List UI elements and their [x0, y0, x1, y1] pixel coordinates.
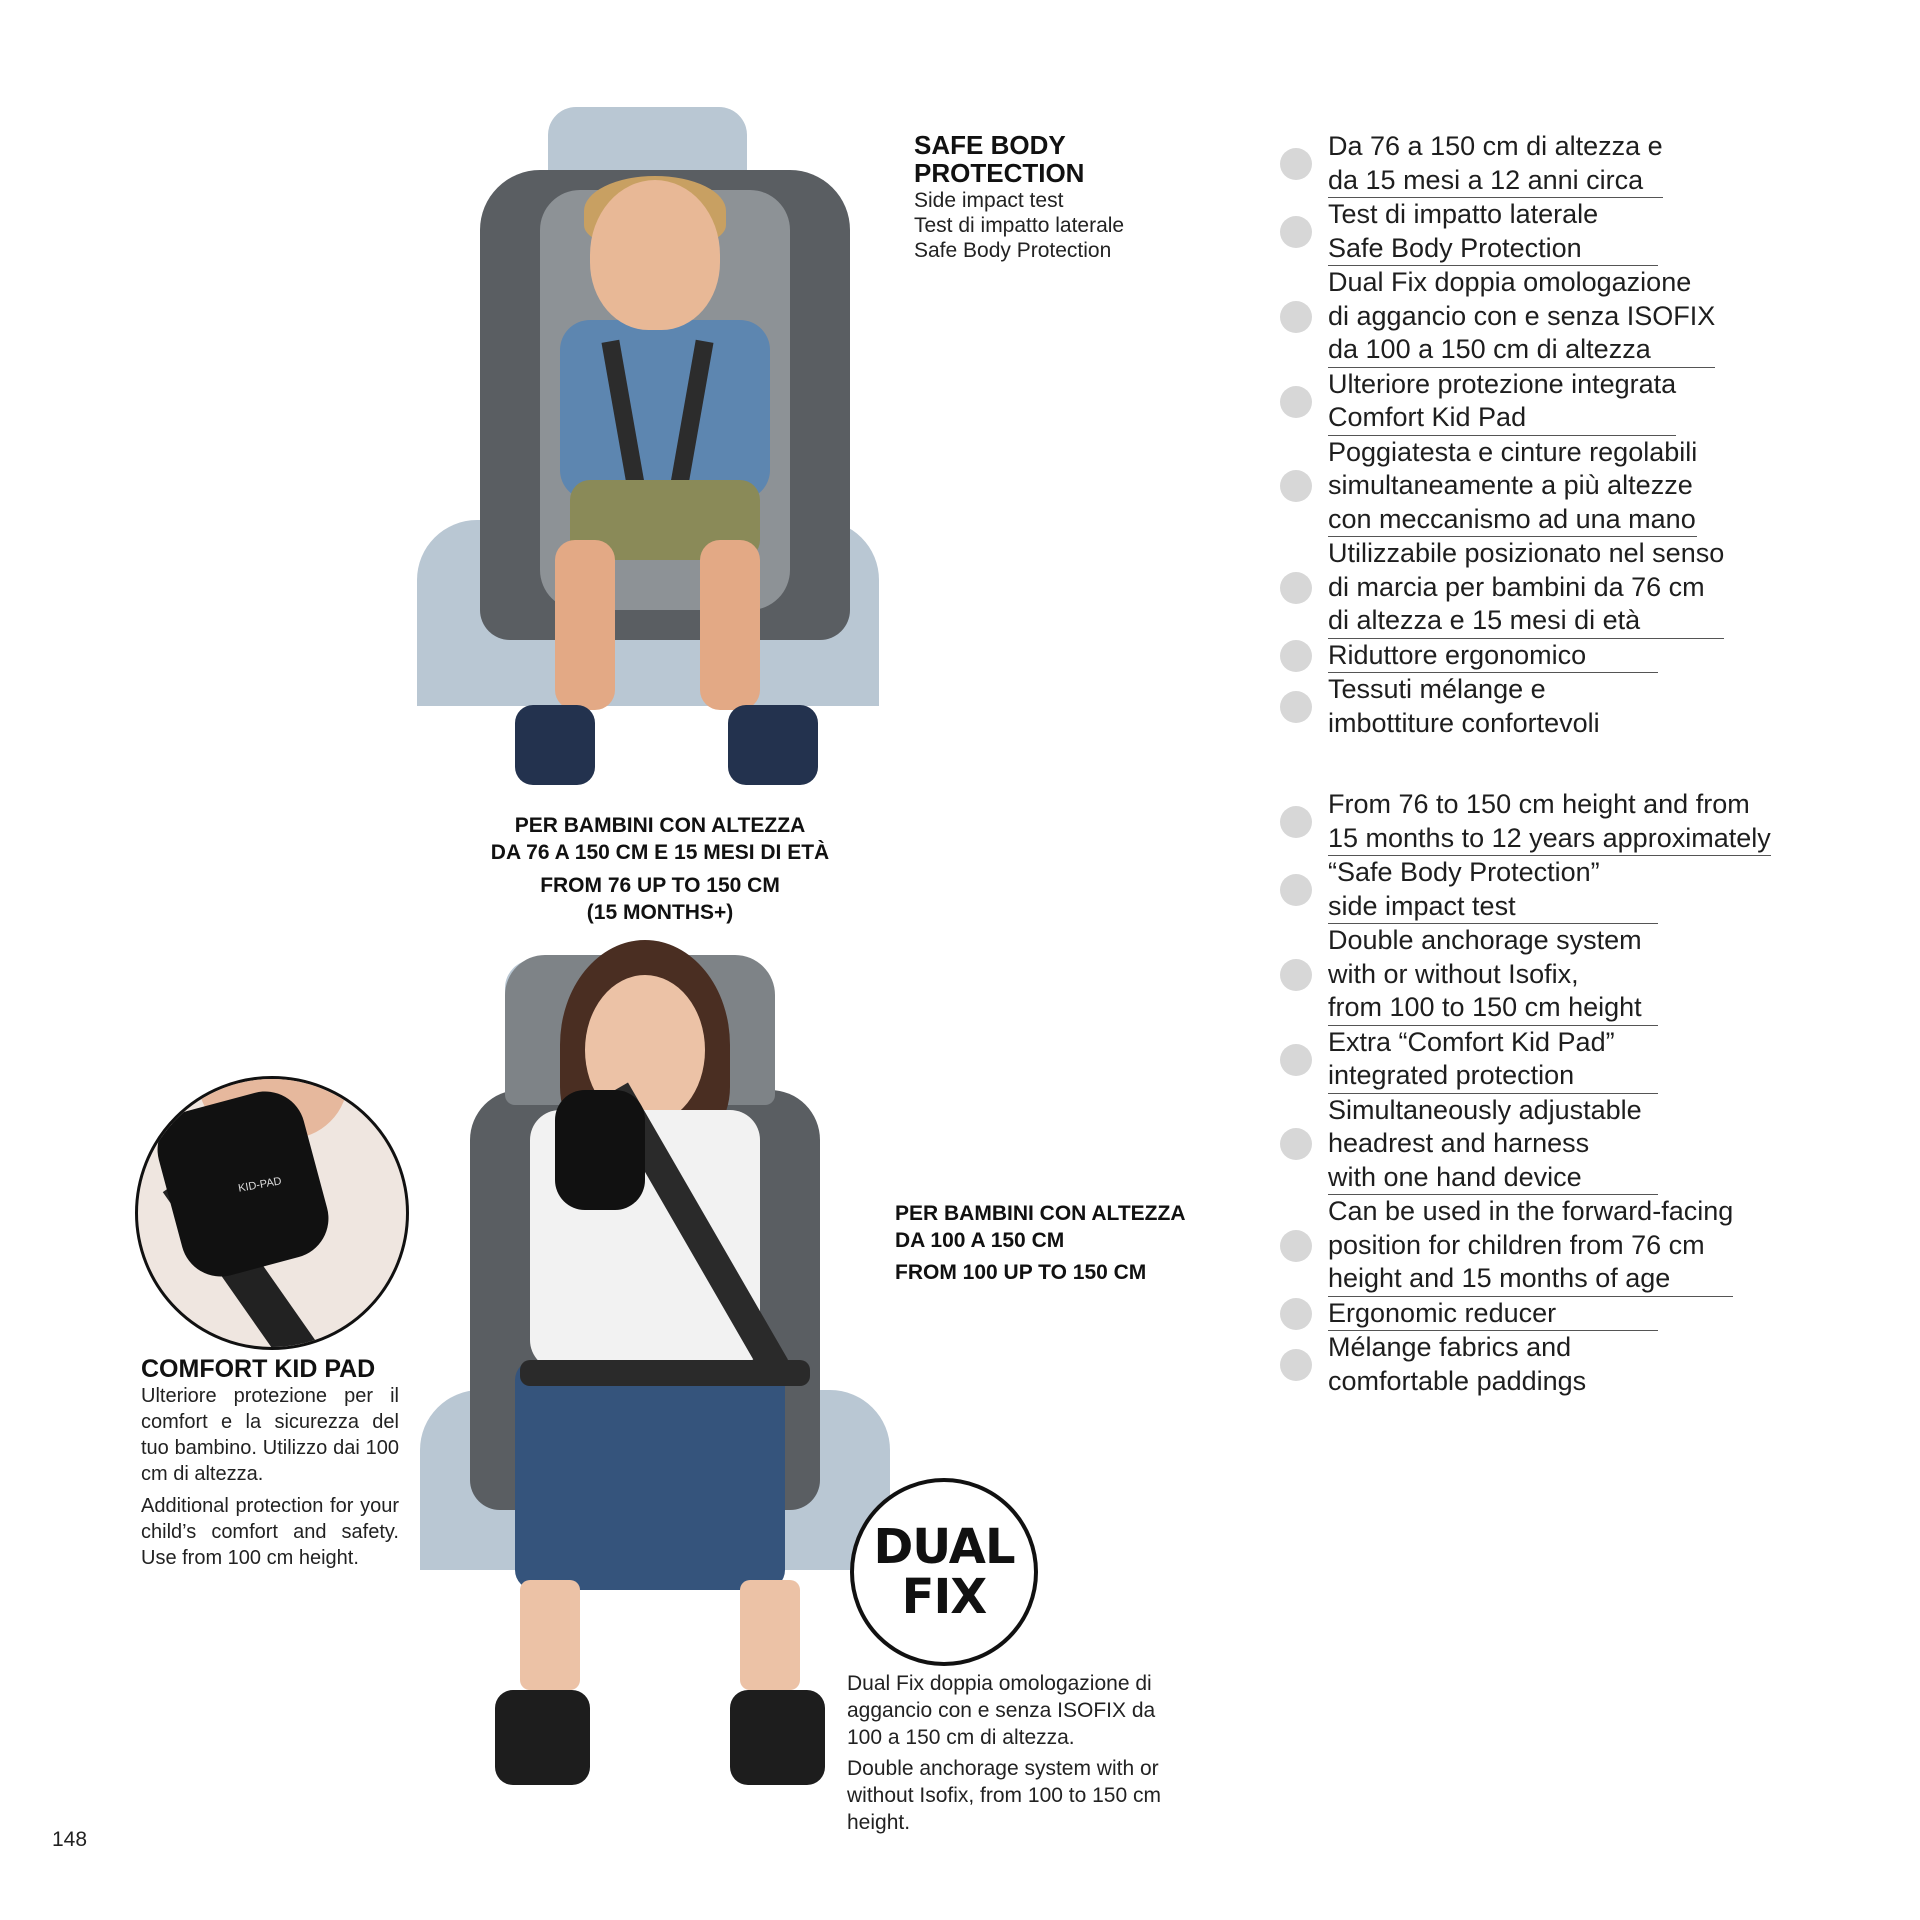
toddler-leg-right	[700, 540, 760, 710]
caption-top-en-line1: FROM 76 UP TO 150 CM	[540, 874, 780, 897]
feature-item	[1280, 130, 1780, 198]
feature-line: position for children from 76 cm	[1328, 1229, 1705, 1260]
feature-item	[1280, 1331, 1780, 1398]
feature-item	[1280, 1094, 1780, 1196]
safe-body-title-line1: SAFE BODY	[914, 130, 1066, 160]
feature-line: Can be used in the forward-facing	[1328, 1196, 1734, 1226]
child-jeans	[515, 1360, 785, 1590]
kid-pad-detail-photo	[135, 1076, 409, 1350]
feature-line: Da 76 a 150 cm di altezza e	[1328, 131, 1663, 161]
feature-text	[1328, 368, 1676, 436]
dual-fix-text-en: Double anchorage system with or without Isofix, from 100 to 150 cm height.	[847, 1757, 1161, 1834]
bullet-dot-icon	[1280, 1298, 1312, 1330]
feature-item	[1280, 924, 1780, 1026]
feature-line: integrated protection	[1328, 1060, 1575, 1090]
bullet-dot-icon	[1280, 691, 1312, 723]
feature-text	[1328, 130, 1663, 198]
feature-line: “Safe Body Protection”	[1328, 857, 1600, 887]
feature-text	[1328, 1297, 1658, 1332]
feature-item	[1280, 1026, 1780, 1094]
feature-line: Dual Fix doppia omologazione	[1328, 267, 1692, 297]
bullet-dot-icon	[1280, 216, 1312, 248]
safe-body-line: Side impact test	[914, 189, 1064, 212]
page-number: 148	[52, 1828, 88, 1851]
bullet-dot-icon	[1280, 1349, 1312, 1381]
feature-line: Safe Body Protection	[1328, 232, 1582, 263]
safe-body-line: Test di impatto laterale	[914, 214, 1125, 237]
feature-item	[1280, 198, 1780, 266]
feature-text	[1328, 537, 1724, 639]
feature-item	[1280, 1297, 1780, 1332]
feature-item	[1280, 266, 1780, 368]
caption-mid	[895, 1200, 1255, 1286]
feature-line: with one hand device	[1328, 1161, 1582, 1192]
feature-text	[1328, 1331, 1658, 1398]
feature-line: di aggancio con e senza ISOFIX	[1328, 300, 1716, 331]
feature-list-english	[1280, 788, 1780, 1398]
feature-line: Poggiatesta e cinture regolabili	[1328, 436, 1698, 467]
feature-text	[1328, 198, 1658, 266]
dual-fix-badge-line2: FIX	[901, 1569, 987, 1625]
toddler-shirt	[560, 320, 770, 500]
safe-body-description	[914, 188, 1214, 263]
caption-top-en-line2: (15 MONTHS+)	[586, 901, 734, 924]
feature-text	[1328, 639, 1658, 674]
feature-line: di marcia per bambini da 76 cm	[1328, 571, 1705, 602]
feature-item	[1280, 639, 1780, 674]
feature-text	[1328, 924, 1658, 1026]
feature-text	[1328, 1094, 1658, 1196]
kid-pad-text-it: Ulteriore protezione per il comfort e la sicurezza del tuo bambino. Utilizzo dai 100 cm di altezza.	[141, 1385, 399, 1485]
child-leg-left	[520, 1580, 580, 1690]
bullet-dot-icon	[1280, 640, 1312, 672]
feature-line: Utilizzabile posizionato nel senso	[1328, 538, 1725, 568]
feature-item	[1280, 1195, 1780, 1297]
feature-item	[1280, 673, 1780, 740]
feature-text	[1328, 673, 1658, 740]
child-shoe-right	[730, 1690, 825, 1785]
feature-line: Ergonomic reducer	[1328, 1297, 1557, 1328]
feature-line: From 76 to 150 cm height and from	[1328, 789, 1750, 819]
feature-text	[1328, 856, 1658, 924]
bullet-dot-icon	[1280, 1230, 1312, 1262]
feature-line: Riduttore ergonomico	[1328, 639, 1587, 670]
safe-body-line: Safe Body Protection	[914, 239, 1112, 262]
bullet-dot-icon	[1280, 386, 1312, 418]
feature-line: imbottiture confortevoli	[1328, 707, 1600, 738]
caption-mid-line3: FROM 100 UP TO 150 CM	[895, 1261, 1147, 1284]
bullet-dot-icon	[1280, 470, 1312, 502]
bullet-dot-icon	[1280, 572, 1312, 604]
feature-line: headrest and harness	[1328, 1128, 1590, 1158]
feature-list-italian	[1280, 130, 1780, 740]
feature-line: di altezza e 15 mesi di età	[1328, 605, 1641, 635]
toddler-face	[590, 180, 720, 330]
toddler-leg-left	[555, 540, 615, 710]
caption-top-it-line2: DA 76 A 150 CM E 15 MESI DI ETÀ	[490, 841, 830, 864]
feature-text	[1328, 436, 1697, 538]
dual-fix-text-it: Dual Fix doppia omologazione di aggancio con e senza ISOFIX da 100 a 150 cm di altezza.	[847, 1672, 1156, 1749]
feature-line: height and 15 months of age	[1328, 1263, 1671, 1293]
feature-text	[1328, 788, 1771, 856]
feature-line: Comfort Kid Pad	[1328, 402, 1527, 432]
feature-line: simultaneamente a più altezze	[1328, 470, 1693, 500]
caption-top-it	[430, 812, 890, 866]
bullet-dot-icon	[1280, 1128, 1312, 1160]
feature-text	[1328, 266, 1715, 368]
kid-pad-label: KID-PAD	[237, 1175, 283, 1195]
bullet-dot-icon	[1280, 301, 1312, 333]
feature-line: Tessuti mélange e	[1328, 674, 1546, 704]
kid-pad-text-en: Additional protection for your child’s comfort and safety. Use from 100 cm height.	[141, 1495, 399, 1569]
feature-line: da 100 a 150 cm di altezza	[1328, 334, 1651, 364]
feature-line: comfortable paddings	[1328, 1365, 1587, 1396]
dual-fix-description	[847, 1670, 1177, 1840]
child-leg-right	[740, 1580, 800, 1690]
safe-body-title	[914, 131, 1174, 187]
feature-line: da 15 mesi a 12 anni circa	[1328, 164, 1644, 195]
feature-line: Double anchorage system	[1328, 925, 1642, 955]
bullet-dot-icon	[1280, 806, 1312, 838]
caption-mid-line2: DA 100 A 150 CM	[895, 1229, 1065, 1252]
toddler-shoe-right	[728, 705, 818, 785]
kid-pad-title: COMFORT KID PAD	[141, 1355, 376, 1383]
bullet-dot-icon	[1280, 874, 1312, 906]
feature-text	[1328, 1026, 1658, 1094]
caption-top-it-line1: PER BAMBINI CON ALTEZZA	[514, 814, 806, 837]
feature-line: Extra “Comfort Kid Pad”	[1328, 1026, 1615, 1057]
feature-item	[1280, 368, 1780, 436]
bullet-dot-icon	[1280, 1044, 1312, 1076]
bullet-dot-icon	[1280, 959, 1312, 991]
feature-line: from 100 to 150 cm height	[1328, 992, 1642, 1022]
caption-top-en	[430, 872, 890, 926]
feature-line: Mélange fabrics and	[1328, 1332, 1572, 1362]
dual-fix-badge-line1: DUAL	[873, 1519, 1015, 1575]
seat-belt-lap	[520, 1360, 810, 1386]
feature-line: with or without Isofix,	[1328, 958, 1579, 989]
feature-item	[1280, 788, 1780, 856]
kid-pad	[555, 1090, 645, 1210]
feature-line: con meccanismo ad una mano	[1328, 503, 1696, 534]
caption-mid-line1: PER BAMBINI CON ALTEZZA	[895, 1202, 1186, 1225]
safe-body-title-line2: PROTECTION	[914, 158, 1085, 188]
toddler-shoe-left	[515, 705, 595, 785]
feature-line: Simultaneously adjustable	[1328, 1094, 1642, 1125]
feature-item	[1280, 537, 1780, 639]
feature-item	[1280, 436, 1780, 538]
feature-item	[1280, 856, 1780, 924]
bullet-dot-icon	[1280, 148, 1312, 180]
feature-line: Test di impatto laterale	[1328, 199, 1599, 229]
kid-pad-description	[141, 1383, 399, 1577]
feature-line: Ulteriore protezione integrata	[1328, 368, 1677, 399]
child-shoe-left	[495, 1690, 590, 1785]
feature-line: 15 months to 12 years approximately	[1328, 822, 1771, 853]
feature-line: side impact test	[1328, 890, 1516, 921]
feature-text	[1328, 1195, 1733, 1297]
dual-fix-badge	[850, 1478, 1038, 1666]
